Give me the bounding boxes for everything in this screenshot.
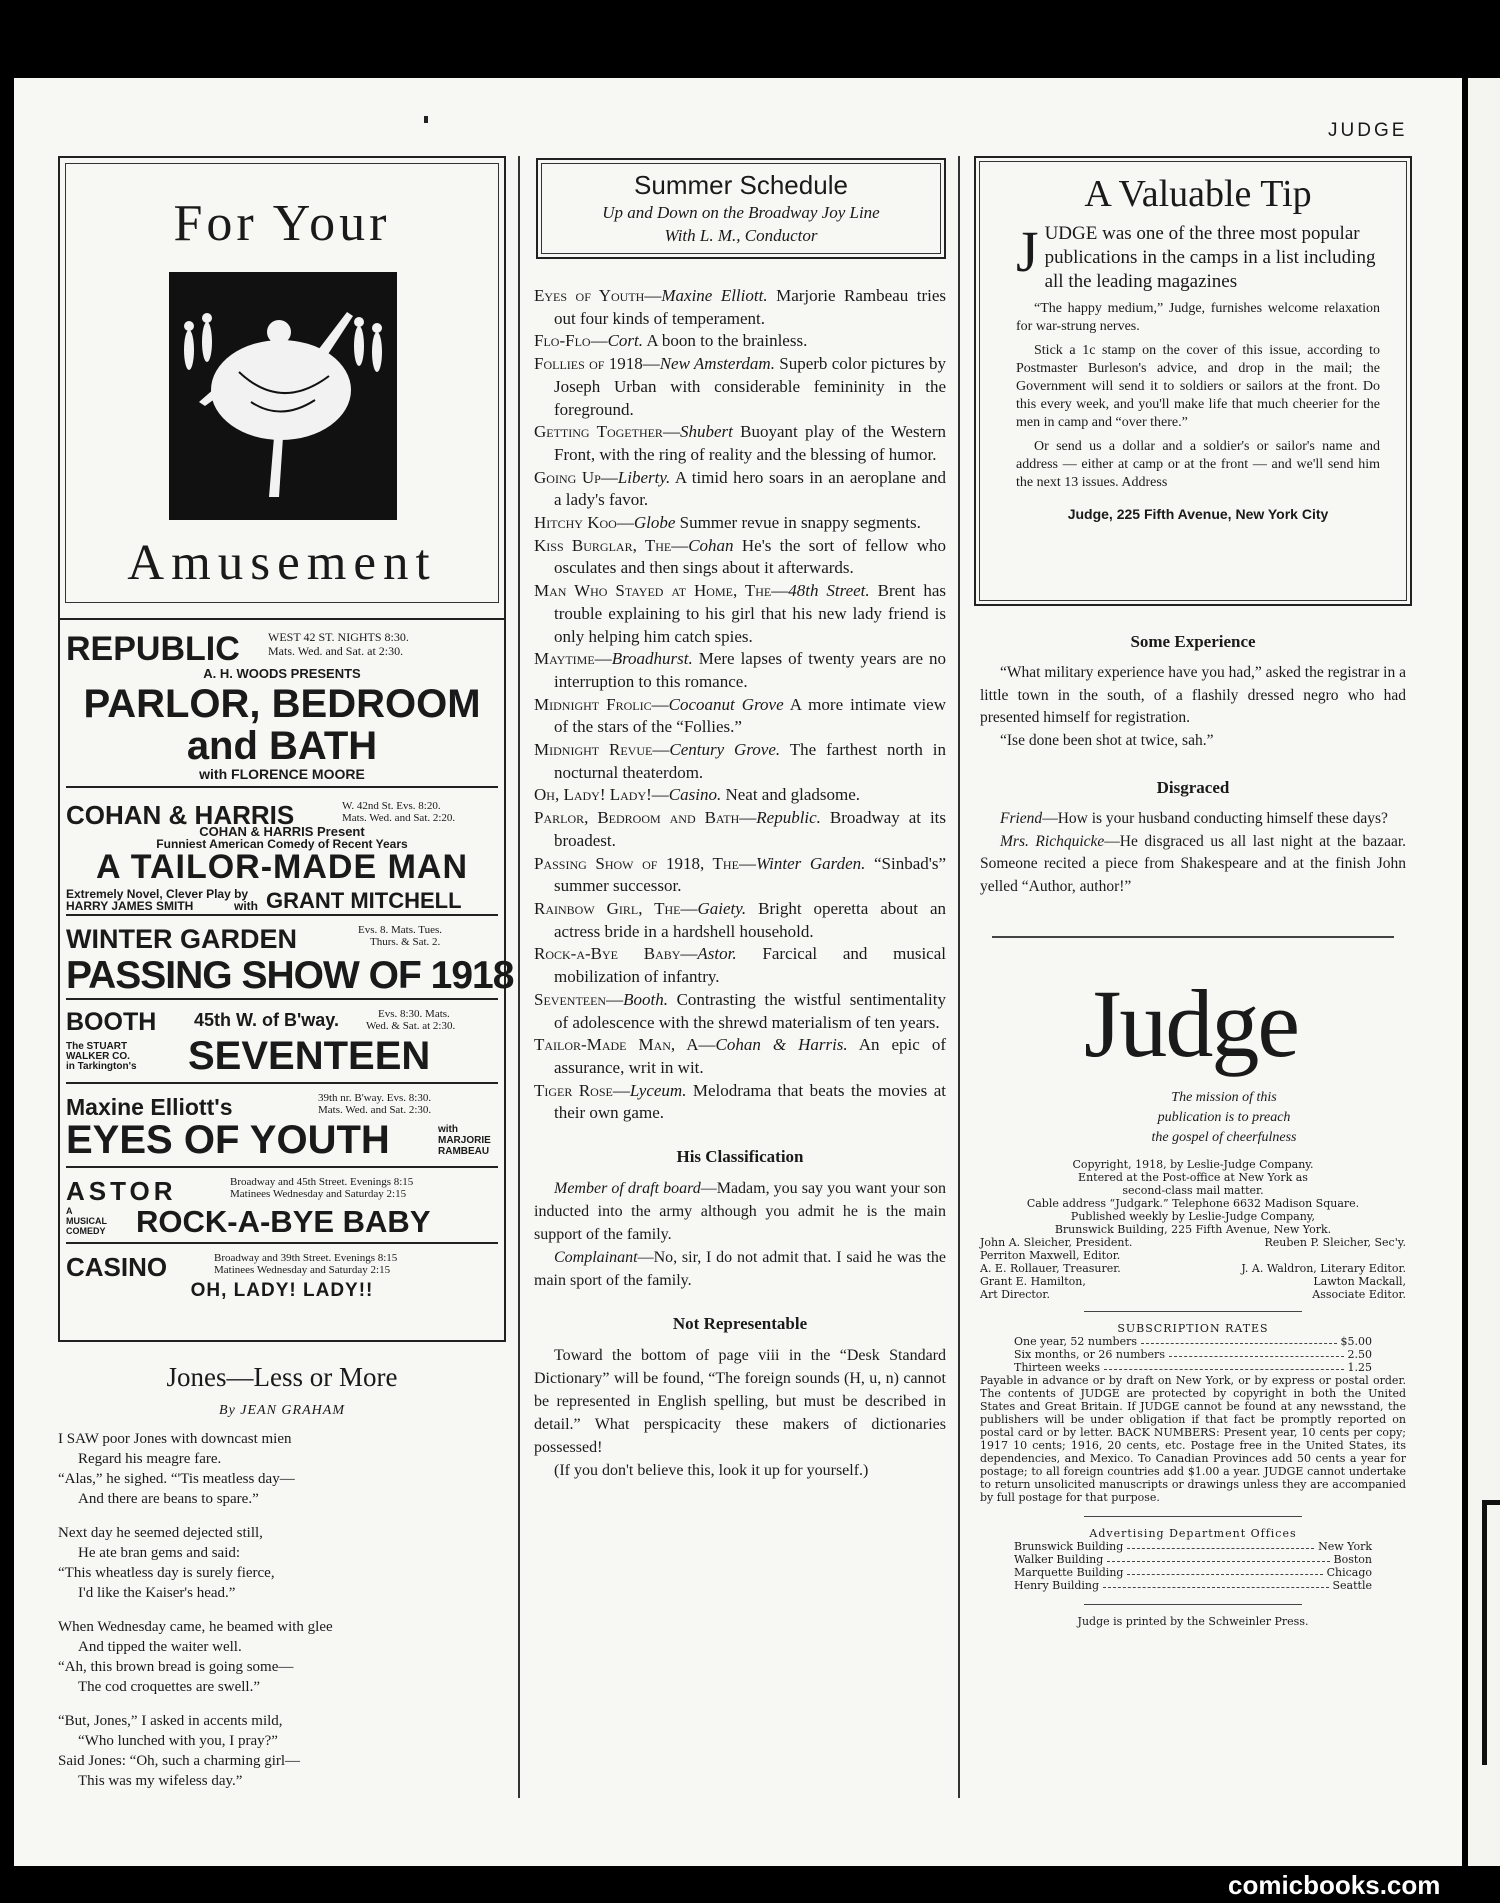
star-with: with: [438, 1124, 458, 1135]
tip-lead: JUDGE was one of the three most popular publications in the camps in a list including all the leading magazines: [1016, 219, 1376, 292]
amusement-box: [58, 156, 506, 620]
schedule-entry: Seventeen—Booth. Contrasting the wistful sentimentality of adolescence with the shrewd materialism of ten years.: [534, 989, 947, 1032]
show-theater: Shubert: [679, 422, 733, 442]
poem-line: And there are beans to spare.”: [78, 1491, 259, 1507]
subscription-title: SUBSCRIPTION RATES: [1117, 1322, 1269, 1335]
schedule-entry: Man Who Stayed at Home, The—48th Street. Brent has trouble explaining to his girl that his new lady friend is only helping him catch spies.: [534, 581, 946, 646]
advertising-title: Advertising Department Offices: [1089, 1527, 1297, 1540]
schedule-subtitle-1: Up and Down on the Broadway Joy Line: [602, 203, 880, 222]
genre-3: COMEDY: [66, 1226, 106, 1236]
credit-2: HARRY JAMES SMITH: [66, 899, 194, 913]
poem-line: Said Jones: “Oh, such a charming girl—: [58, 1753, 301, 1769]
tip-para-1: “The happy medium,” Judge, furnishes welcome relaxation for war-strung nerves.: [1016, 301, 1380, 334]
schedule-entry: Tailor-Made Man, A—Cohan & Harris. An epic of assurance, writ in wit.: [534, 1035, 946, 1077]
poem-stanza: [58, 1523, 506, 1603]
show-name: Going Up: [534, 467, 601, 487]
office-leader: [1127, 1540, 1314, 1549]
company-2: WALKER CO.: [66, 1051, 130, 1062]
office-leader: [1127, 1566, 1322, 1575]
masthead-rule: [992, 936, 1394, 938]
show-theater: Cort.: [607, 331, 643, 351]
theater-info-2: Wed. & Sat. at 2:30.: [366, 1020, 456, 1032]
subscription-rates: [974, 1335, 1412, 1374]
show-description: Contrasting the wistful sentimentality of adolescence with the shrewd materialism of ten years.: [554, 989, 947, 1032]
show-theater: Cocoanut Grove: [668, 694, 784, 714]
theater-info-2: Matinees Wednesday and Saturday 2:15: [214, 1264, 391, 1276]
show-name: Maytime: [534, 649, 595, 669]
theater-info-1: Broadway and 45th Street. Evenings 8:15: [230, 1176, 414, 1188]
rate-leader: [1141, 1335, 1337, 1344]
theater-info-2: Thurs. & Sat. 2.: [370, 936, 441, 948]
show-name: Hitchy Koo: [534, 513, 617, 533]
theater-name: Maxine Elliott's: [66, 1094, 233, 1120]
show-theater: Globe: [633, 513, 676, 533]
star-2: RAMBEAU: [438, 1146, 490, 1157]
subs-rule: [1084, 1311, 1302, 1312]
show-description: Mere lapses of twenty years are no interruption to this romance.: [554, 649, 946, 691]
star-1: MARJORIE: [438, 1135, 491, 1146]
show-name: Man Who Stayed at Home, The: [534, 581, 772, 601]
schedule-entry: Rock-a-Bye Baby—Astor. Farcical and musical mobilization of infantry.: [534, 944, 946, 987]
office-building: Walker Building: [1014, 1553, 1104, 1566]
show-description: Brent has trouble explaining to his girl that his new lady friend is only helping him catch spies.: [554, 581, 946, 646]
poem-line: I'd like the Kaiser's head.”: [78, 1585, 236, 1601]
disgraced-title: Disgraced: [1156, 778, 1230, 797]
judge-logo-text: Judge: [1084, 970, 1298, 1077]
show-theater: 48th Street.: [788, 581, 870, 601]
ad-astor: [66, 1168, 498, 1244]
rate-row: [974, 1335, 1412, 1348]
poem-line: When Wednesday came, he beamed with glee: [58, 1619, 333, 1635]
theater-info-1: Broadway and 39th Street. Evenings 8:15: [214, 1252, 398, 1264]
poem-line: “Alas,” he sighed. “'Tis meatless day—: [58, 1471, 295, 1487]
poem-stanza: [58, 1711, 506, 1791]
poem-line: “Ah, this brown bread is going some—: [58, 1659, 294, 1675]
credit-1: Extremely Novel, Clever Play by: [66, 887, 249, 901]
show-title-1: PARLOR, BEDROOM: [83, 682, 481, 726]
staff-row: [974, 1236, 1412, 1249]
show-star: with FLORENCE MOORE: [199, 766, 365, 782]
schedule-entry: Going Up—Liberty. A timid hero soars in an aeroplane and a lady's favor.: [534, 467, 946, 510]
show-description: The farthest north in nocturnal theaterdom.: [554, 740, 947, 782]
show-description: Superb color pictures by Joseph Urban with considerable femininity in the foreground.: [554, 354, 947, 419]
credit-with: with: [234, 899, 258, 913]
show-name: Getting Together: [534, 422, 663, 442]
theater-info-1: 39th nr. B'way. Evs. 8:30.: [318, 1092, 432, 1104]
poem-line: The cod croquettes are swell.”: [78, 1679, 260, 1695]
theater-info-1: W. 42nd St. Evs. 8:20.: [342, 800, 441, 812]
theater-name: BOOTH: [66, 1008, 157, 1036]
show-name: Tiger Rose: [534, 1080, 613, 1100]
theater-info-1: Evs. 8:30. Mats.: [378, 1008, 450, 1020]
office-row: [974, 1579, 1412, 1592]
poem-stanza: [58, 1617, 506, 1697]
staff-right: J. A. Waldron, Literary Editor.: [1241, 1262, 1406, 1275]
poem-line: And tipped the waiter well.: [78, 1639, 242, 1655]
company-1: The STUART: [66, 1041, 128, 1052]
column-rule-1: [518, 156, 520, 1798]
rate-price: 2.50: [1347, 1348, 1372, 1361]
schedule-entry: Flo-Flo—Cort. A boon to the brainless.: [534, 331, 808, 351]
schedule-entry: Eyes of Youth—Maxine Elliott. Marjorie Rambeau tries out four kinds of temperament.: [534, 286, 946, 328]
show-description: Buoyant play of the Western Front, with the ring of reality and the blessing of humor.: [554, 422, 947, 464]
staff-right: Lawton Mackall,: [1313, 1275, 1406, 1288]
staff-right: Associate Editor.: [1312, 1288, 1406, 1301]
show-title-1: SEVENTEEN: [188, 1034, 431, 1078]
presenter: COHAN & HARRIS Present: [199, 824, 365, 839]
experience-para-1: “What military experience have you had,” asked the registrar in a little town in the south, of a flashily dressed negro who had presented himself for registration.: [980, 664, 1406, 726]
experience-para-2: “Ise done been shot at twice, sah.”: [1000, 731, 1214, 749]
office-building: Henry Building: [1014, 1579, 1100, 1592]
poem-title: Jones—Less or More: [166, 1362, 398, 1392]
show-theater: Astor.: [697, 944, 737, 964]
ad-booth: [66, 1000, 498, 1084]
column-rule-2: [958, 156, 960, 1798]
show-theater: Maxine Elliott.: [661, 286, 768, 305]
printer-rule: [1084, 1604, 1302, 1605]
schedule-entry: Follies of 1918—New Amsterdam. Superb color pictures by Joseph Urban with considerable femininity in the foreground.: [534, 354, 947, 419]
tip-para-2: Stick a 1c stamp on the cover of this issue, according to Postmaster Burleson's advice, and drop in the mail; the Government will send it to soldiers or sailors at the front. Do this every week, and you'll make life that much cheerier for the men in camp and “over there.”: [1016, 343, 1380, 430]
theater-name: REPUBLIC: [66, 630, 240, 668]
show-title-1: A TAILOR-MADE MAN: [95, 848, 469, 886]
office-row: [974, 1566, 1412, 1579]
poem-line: “But, Jones,” I asked in accents mild,: [58, 1713, 283, 1729]
staff-row: [974, 1288, 1412, 1301]
schedule-entry: Hitchy Koo—Globe Summer revue in snappy segments.: [534, 513, 921, 533]
show-theater: Booth.: [623, 989, 668, 1009]
site-brand: comicbooks.com: [1228, 1870, 1441, 1900]
staff-row: [974, 1275, 1412, 1288]
judge-motto: The mission of this publication is to preach the gospel of cheerfulness: [1151, 1090, 1297, 1145]
show-description: Marjorie Rambeau tries out four kinds of temperament.: [554, 286, 946, 328]
theater-name: WINTER GARDEN: [66, 924, 297, 954]
schedule-entry: Kiss Burglar, The—Cohan He's the sort of fellow who osculates and then sings about it afterwards.: [534, 535, 947, 578]
show-description: Summer revue in snappy segments.: [679, 513, 921, 533]
show-description: Melodrama that beats the movies at their own game.: [554, 1080, 946, 1123]
judge-logo: [974, 968, 1412, 1158]
column-right: [974, 156, 1412, 1628]
show-name: Rock-a-Bye Baby: [534, 944, 681, 964]
tip-address: Judge, 225 Fifth Avenue, New York City: [1067, 506, 1329, 522]
office-city: New York: [1318, 1540, 1372, 1553]
show-theater: Broadhurst.: [611, 649, 693, 669]
column-left: [58, 156, 514, 1805]
poem-line: “This wheatless day is surely fierce,: [58, 1565, 275, 1581]
rate-term: Six months, or 26 numbers: [1014, 1348, 1165, 1361]
theater-name: COHAN & HARRIS: [66, 800, 295, 830]
tip-para-3: Or send us a dollar and a soldier's or sailor's name and address — either at camp or at the front — and we'll send him the next 13 issues. Address: [1016, 439, 1380, 490]
classification-title: His Classification: [676, 1147, 804, 1167]
show-theater: New Amsterdam.: [659, 354, 775, 374]
poem-line: Next day he seemed dejected still,: [58, 1525, 263, 1541]
theater-address: 45th W. of B'way.: [194, 1010, 339, 1030]
show-star: GRANT MITCHELL: [266, 888, 462, 913]
office-building: Marquette Building: [1014, 1566, 1124, 1579]
show-description: Farcical and musical mobilization of infantry.: [554, 944, 946, 987]
rate-price: $5.00: [1340, 1335, 1372, 1348]
staff-left: Art Director.: [980, 1288, 1050, 1301]
schedule-subtitle-2: With L. M., Conductor: [664, 226, 818, 245]
poem-body: [58, 1429, 506, 1791]
office-leader: [1103, 1579, 1328, 1588]
schedule-entry: Rainbow Girl, The—Gaiety. Bright operetta about an actress bride in a hardshell household.: [534, 898, 947, 941]
show-theater: Cohan: [688, 535, 734, 555]
schedule-entry: Parlor, Bedroom and Bath—Republic. Broadway at its broadest.: [534, 808, 947, 850]
amusement-heading-1: For Your: [173, 195, 391, 252]
rate-row: [974, 1361, 1412, 1374]
poem-line: Regard his meagre fare.: [78, 1451, 222, 1467]
show-theater: Lyceum.: [629, 1080, 687, 1100]
schedule-header-box: [536, 158, 946, 259]
show-theater: Liberty.: [617, 467, 671, 487]
adv-rule: [1084, 1516, 1302, 1517]
printer-line: Judge is printed by the Schweinler Press.: [1077, 1615, 1309, 1628]
show-description: A timid hero soars in an aeroplane and a lady's favor.: [554, 467, 946, 510]
show-description: A boon to the brainless.: [646, 331, 808, 351]
ad-maxine-elliotts: [66, 1084, 498, 1168]
schedule-entry: Tiger Rose—Lyceum. Melodrama that beats the movies at their own game.: [534, 1080, 946, 1123]
rate-row: [974, 1348, 1412, 1361]
genre-1: A: [66, 1206, 73, 1216]
show-name: Kiss Burglar, The: [534, 535, 672, 555]
office-row: [974, 1540, 1412, 1553]
show-title-1: PASSING SHOW OF 1918: [66, 954, 514, 997]
show-description: Neat and gladsome.: [725, 785, 861, 805]
dancer-illustration: [169, 272, 397, 520]
show-title-1: EYES OF YOUTH: [66, 1118, 390, 1162]
show-description: He's the sort of fellow who osculates and then sings about it afterwards.: [554, 535, 947, 578]
rate-term: One year, 52 numbers: [1014, 1335, 1137, 1348]
show-name: Rainbow Girl, The: [534, 898, 681, 918]
facing-page-frame: [1482, 1500, 1500, 1765]
classification-line-1: Member of draft board—Madam, you say you want your son inducted into the army although you admit he is the main support of the family.: [534, 1180, 946, 1244]
representable-title: Not Representable: [672, 1314, 808, 1334]
theater-name: ASTOR: [66, 1176, 177, 1206]
schedule-list: [534, 285, 946, 1125]
show-description: Bright operetta about an actress bride in a hardshell household.: [554, 898, 947, 941]
show-name: Oh, Lady! Lady!: [534, 785, 652, 805]
show-name: Midnight Revue: [534, 740, 653, 760]
column-middle: [534, 158, 946, 1482]
tagline: Funniest American Comedy of Recent Years: [156, 837, 408, 851]
office-leader: [1107, 1553, 1329, 1562]
poem-line: This was my wifeless day.”: [78, 1773, 243, 1789]
show-description: Broadway at its broadest.: [554, 808, 947, 850]
staff-left: Grant E. Hamilton,: [980, 1275, 1086, 1288]
staff-right: Reuben P. Sleicher, Sec'y.: [1264, 1236, 1406, 1249]
representable-para-2: (If you don't believe this, look it up for yourself.): [554, 1462, 869, 1480]
running-head: JUDGE: [1328, 120, 1408, 141]
theater-ads: [58, 620, 514, 1342]
tip-title: A Valuable Tip: [1084, 173, 1312, 215]
staff-row: [974, 1262, 1412, 1275]
theater-info-2: Mats. Wed. and Sat. 2:20.: [342, 812, 456, 824]
ad-casino: [66, 1244, 498, 1344]
show-name: Follies of 1918: [534, 354, 643, 374]
show-description: “Sinbad's” summer successor.: [554, 853, 947, 896]
staff-left: Perriton Maxwell, Editor.: [980, 1249, 1121, 1262]
office-city: Chicago: [1326, 1566, 1372, 1579]
schedule-entry: Passing Show of 1918, The—Winter Garden. “Sinbad's” summer successor.: [534, 853, 947, 896]
show-theater: Republic.: [756, 808, 821, 828]
experience-title: Some Experience: [1130, 632, 1256, 651]
poem-line: I SAW poor Jones with downcast mien: [58, 1431, 292, 1447]
schedule-entry: Getting Together—Shubert Buoyant play of the Western Front, with the ring of reality and the blessing of humor.: [534, 422, 947, 464]
staff-left: A. E. Rollauer, Treasurer.: [980, 1262, 1121, 1275]
theater-name: CASINO: [66, 1252, 168, 1282]
poem-byline: By JEAN GRAHAM: [219, 1403, 345, 1418]
show-title-1: ROCK-A-BYE BABY: [136, 1204, 431, 1239]
staff-row: [974, 1249, 1412, 1262]
rate-price: 1.25: [1347, 1361, 1372, 1374]
office-row: [974, 1553, 1412, 1566]
company-3: in Tarkington's: [66, 1061, 137, 1072]
presenter: A. H. WOODS PRESENTS: [203, 666, 361, 681]
theater-info-2: Mats. Wed. and Sat. at 2:30.: [268, 644, 404, 658]
disgraced-line-1: Friend—How is your husband conducting himself these days?: [1000, 810, 1388, 827]
show-name: Eyes of Youth: [534, 286, 645, 305]
schedule-entry: Oh, Lady! Lady!—Casino. Neat and gladsome.: [534, 785, 861, 805]
poem-stanza: [58, 1429, 506, 1509]
show-description: An epic of assurance, writ in wit.: [554, 1035, 946, 1077]
show-theater: Cohan & Harris.: [715, 1035, 848, 1055]
show-name: Midnight Frolic: [534, 694, 652, 714]
classification-line-2: Complainant—No, sir, I do not admit that. I said he was the main sport of the family.: [534, 1249, 946, 1290]
office-city: Seattle: [1332, 1579, 1372, 1592]
ad-cohan-harris: [66, 788, 498, 916]
show-name: Flo-Flo: [534, 331, 591, 351]
subscription-terms: Payable in advance or by draft on New York, or by express or postal order. The contents of JUDGE are protected by copyright in both the United States and Great Britain. If JUDGE cannot be found at any newsstand, the publishers will be under obligation if that fact be promptly reported on postal card or by letter. BACK NUMBERS: Present year, 10 cents per copy; 1917 10 cents; 1916, 20 cents, etc. Postage free in the United States, its dependencies, and Mexico. To Canadian Provinces add 50 cents a year for postage; to all foreign countries add $1.00 a year. JUDGE cannot undertake to return unsolicited manuscripts or drawings unless they are accompanied by full postage for that purpose.: [980, 1374, 1406, 1504]
rate-term: Thirteen weeks: [1014, 1361, 1100, 1374]
advertising-offices: [974, 1540, 1412, 1592]
amusement-heading-2: Amusement: [127, 535, 437, 591]
theater-info-2: Matinees Wednesday and Saturday 2:15: [230, 1188, 407, 1200]
ink-speck: [424, 116, 428, 123]
rate-leader: [1169, 1348, 1344, 1357]
theater-info-1: WEST 42 ST. NIGHTS 8:30.: [268, 630, 409, 644]
disgraced-line-2: Mrs. Richquicke—He disgraced us all last night at the bazaar. Someone recited a piece from Shakespeare and at the finish John yelled “Author, author!”: [980, 832, 1407, 895]
poem-line: He ate bran gems and said:: [78, 1545, 241, 1561]
show-theater: Century Grove.: [669, 740, 781, 760]
office-city: Boston: [1333, 1553, 1372, 1566]
theater-info-1: Evs. 8. Mats. Tues.: [358, 924, 443, 936]
show-name: Parlor, Bedroom and Bath: [534, 808, 740, 828]
show-name: Passing Show of 1918, The: [534, 853, 739, 873]
show-description: A more intimate view of the stars of the “Follies.”: [554, 694, 946, 737]
show-theater: Gaiety.: [697, 898, 747, 918]
rate-leader: [1104, 1361, 1344, 1370]
schedule-entry: Midnight Revue—Century Grove. The farthest north in nocturnal theaterdom.: [534, 740, 947, 782]
masthead-staff: [974, 1236, 1412, 1301]
show-name: Tailor-Made Man, A: [534, 1035, 699, 1055]
ad-republic: [66, 620, 498, 788]
valuable-tip-box: [974, 156, 1412, 606]
show-theater: Casino.: [668, 785, 722, 805]
show-title-2: and BATH: [186, 724, 378, 768]
theater-info-2: Mats. Wed. and Sat. 2:30.: [318, 1104, 432, 1116]
staff-left: John A. Sleicher, President.: [980, 1236, 1133, 1249]
schedule-title: Summer Schedule: [634, 170, 848, 200]
show-title-1: OH, LADY! LADY!!: [190, 1280, 374, 1301]
schedule-entry: Maytime—Broadhurst. Mere lapses of twenty years are no interruption to this romance.: [534, 649, 946, 691]
schedule-entry: Midnight Frolic—Cocoanut Grove A more intimate view of the stars of the “Follies.”: [534, 694, 946, 737]
representable-para-1: Toward the bottom of page viii in the “Desk Standard Dictionary” will be found, “The foreign sounds (H, u, n) cannot be represented in English spelling, but must be described in detail.” What perspicacity these makers of dictionaries possessed!: [534, 1347, 946, 1457]
office-building: Brunswick Building: [1014, 1540, 1124, 1553]
show-theater: Winter Garden.: [755, 853, 866, 873]
poem-line: “Who lunched with you, I pray?”: [78, 1733, 278, 1749]
ad-winter-garden: [66, 916, 514, 1000]
show-name: Seventeen: [534, 989, 607, 1009]
masthead-copyright: Copyright, 1918, by Leslie-Judge Company. Entered at the Post-office at New York as second-class mail matter. Cable address “Judgark.” Telephone 6632 Madison Square. Published weekly by Leslie-Judge Company, Brunswick Building, 225 Fifth Avenue, New York.: [1026, 1158, 1360, 1236]
genre-2: MUSICAL: [66, 1216, 107, 1226]
